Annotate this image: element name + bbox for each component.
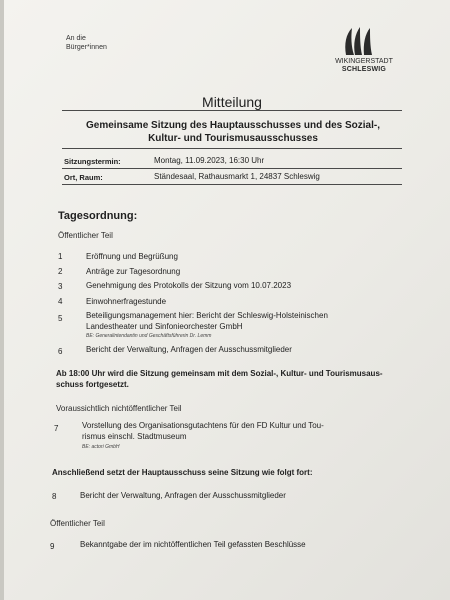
agenda-item-number: 8	[52, 492, 57, 501]
agenda-item-number: 5	[58, 314, 63, 323]
subtitle-rule	[62, 148, 402, 149]
page-title: Mitteilung	[202, 94, 262, 110]
joint-note-line1: Ab 18:00 Uhr wird die Sitzung gemeinsam mit dem Sozial-, Kultur- und Tourismusaus-	[56, 369, 383, 378]
meeting-subtitle	[78, 119, 388, 145]
agenda-item-text: Bericht der Verwaltung, Anfragen der Ausschussmitglieder	[86, 345, 292, 354]
nonpublic-section-label: Voraussichtlich nichtöffentlicher Teil	[56, 404, 182, 413]
agenda-item-presenter: BE: Generalintendantin und Geschäftsführerin Dr. Lemm	[86, 333, 212, 339]
addressee-line2: Bürger*innen	[66, 44, 107, 51]
public-section-label: Öffentlicher Teil	[58, 231, 113, 240]
agenda-item-text: Vorstellung des Organisationsgutachtens für den FD Kultur und Tou-	[82, 421, 324, 430]
title-rule	[62, 110, 402, 111]
logo-line2: SCHLESWIG	[341, 66, 387, 73]
agenda-item-text: Genehmigung des Protokolls der Sitzung vom 10.07.2023	[86, 281, 292, 290]
continue-session-note: Anschließend setzt der Hauptausschuss seine Sitzung wie folgt fort:	[52, 468, 313, 477]
agenda-item-text-continued: rismus einschl. Stadtmuseum	[82, 432, 187, 441]
joint-note-line2: schuss fortgesetzt.	[56, 380, 129, 389]
agenda-item-number: 7	[54, 424, 59, 433]
agenda-item-text: Bekanntgabe der im nichtöffentlichen Teil gefassten Beschlüsse	[80, 540, 306, 549]
agenda-item-number: 6	[58, 347, 63, 356]
place-value: Ständesaal, Rathausmarkt 1, 24837 Schleswig	[154, 172, 320, 181]
logo-text	[328, 58, 400, 74]
agenda-item-number: 2	[58, 267, 63, 276]
agenda-item-number: 3	[58, 282, 63, 291]
document-page	[4, 0, 450, 600]
subtitle-line2: Kultur- und Tourismusausschusses	[148, 133, 318, 144]
date-rule	[62, 168, 402, 169]
agenda-item-text: Bericht der Verwaltung, Anfragen der Ausschussmitglieder	[80, 491, 286, 500]
agenda-item-presenter: BE: actori GmbH	[82, 444, 120, 450]
agenda-item-text: Beteiligungsmanagement hier: Bericht der Schleswig-Holsteinischen	[86, 311, 328, 320]
agenda-item-number: 1	[58, 252, 63, 261]
agenda-item-text: Einwohnerfragestunde	[86, 297, 167, 306]
agenda-item-number: 9	[50, 542, 55, 551]
place-label: Ort, Raum:	[64, 173, 103, 182]
date-value: Montag, 11.09.2023, 16:30 Uhr	[154, 156, 265, 165]
agenda-heading: Tagesordnung:	[58, 210, 138, 222]
public-section-label-2: Öffentlicher Teil	[50, 519, 105, 528]
logo-line1: WIKINGERSTADT	[335, 58, 393, 65]
addressee-line1: An die	[66, 35, 86, 42]
city-logo-icon	[340, 26, 380, 56]
addressee-block	[66, 34, 107, 52]
agenda-item-text: Anträge zur Tagesordnung	[86, 267, 181, 276]
place-rule	[62, 184, 402, 185]
joint-session-note	[56, 368, 386, 390]
agenda-item-text: Eröffnung und Begrüßung	[86, 252, 178, 261]
agenda-item-text-continued: Landestheater und Sinfonieorchester GmbH	[86, 322, 243, 331]
agenda-item-number: 4	[58, 297, 63, 306]
date-label: Sitzungstermin:	[64, 157, 121, 166]
subtitle-line1: Gemeinsame Sitzung des Hauptausschusses und des Sozial-,	[86, 120, 380, 131]
